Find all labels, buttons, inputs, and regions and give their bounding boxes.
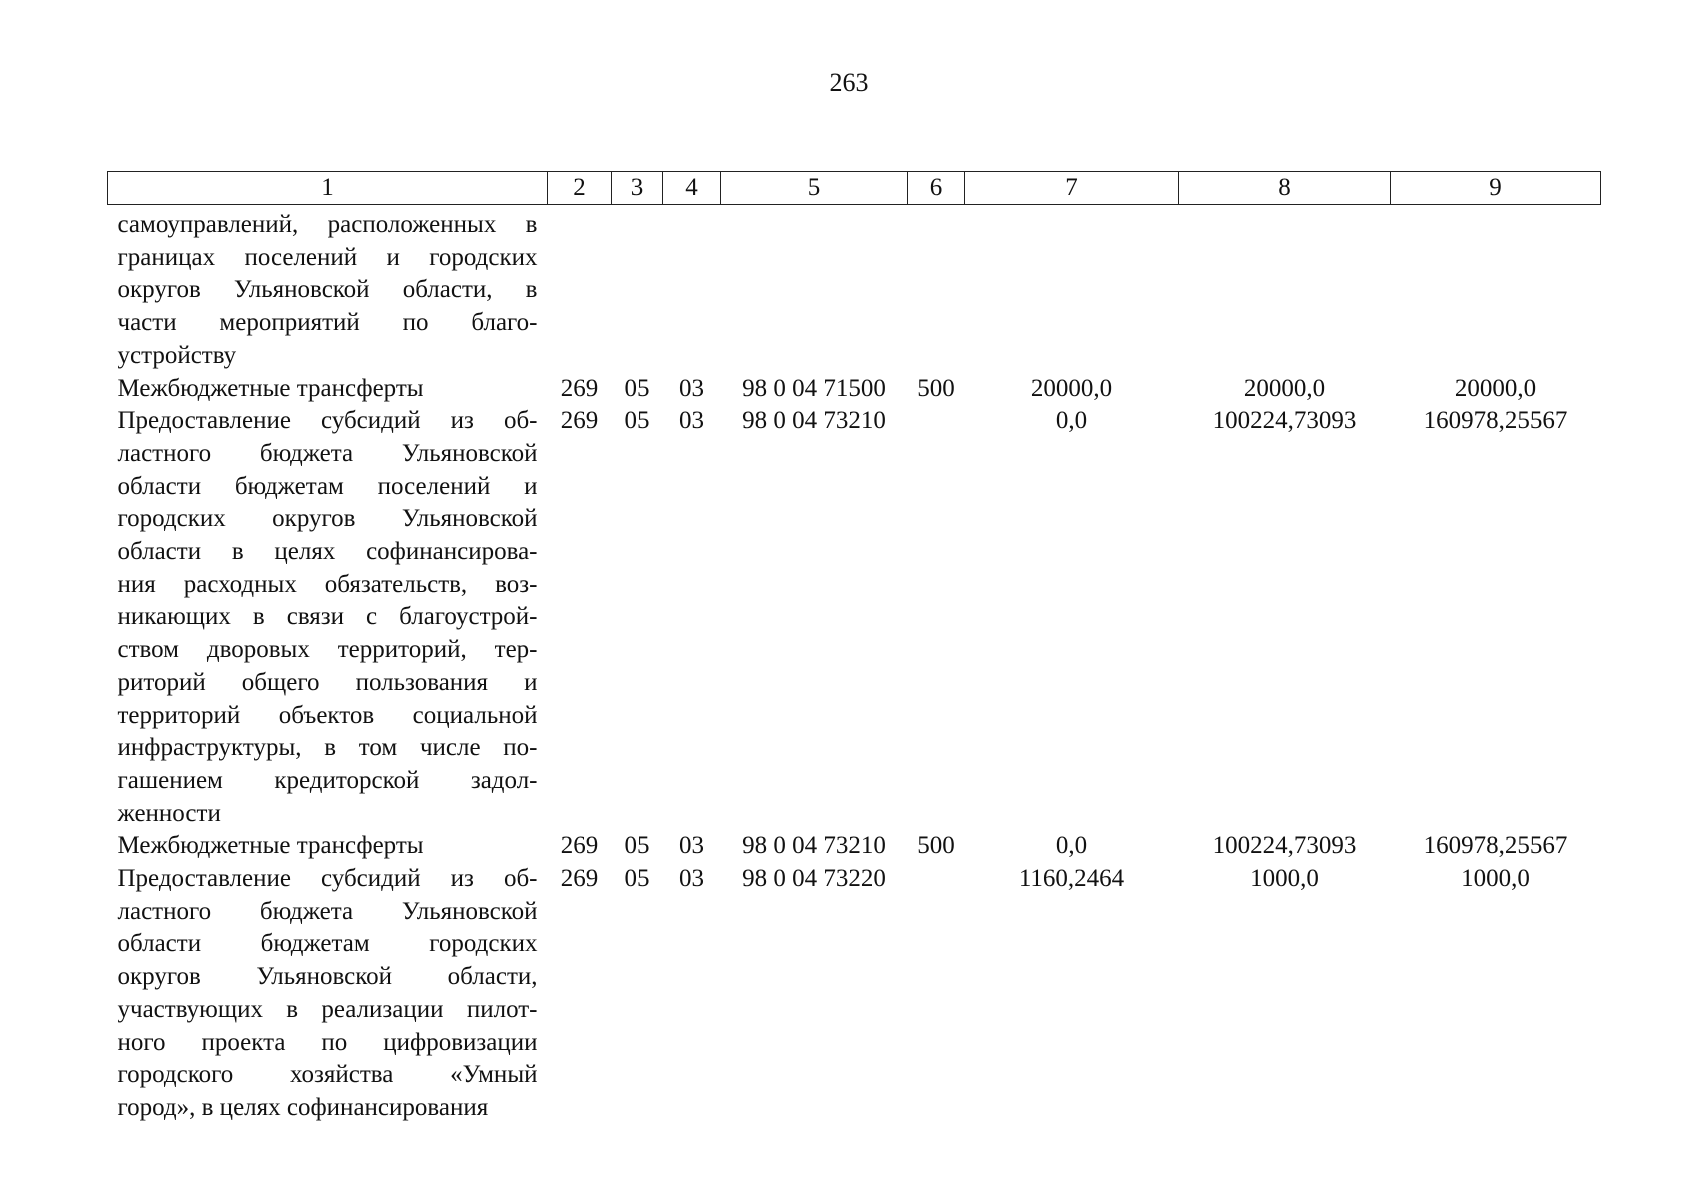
description-line: ния расходных обязательств, воз- [117, 570, 538, 598]
description-line: никающих в связи с благоустрой- [117, 603, 538, 631]
table-row [108, 373, 1601, 406]
column-header-7: 7 [965, 172, 1179, 205]
amount-col-7: 0,0 [1055, 407, 1088, 435]
description-line: Межбюджетные трансферты [117, 374, 424, 402]
code-col-4 [663, 205, 721, 373]
description-line: ластного бюджета Ульяновской [117, 897, 538, 925]
column-header-6: 6 [908, 172, 965, 205]
description-line: ством дворовых территорий, тер- [117, 636, 538, 664]
description-line: инфраструктуры, в том числе по- [117, 734, 538, 762]
code-col-5 [721, 205, 908, 373]
description-line: устройству [117, 341, 237, 369]
code-col-3: 05 [624, 407, 650, 435]
code-col-3: 05 [624, 374, 650, 402]
code-col-6 [908, 863, 965, 1125]
description-line: ного проекта по цифровизации [117, 1028, 538, 1056]
description-line: округов Ульяновской области, [117, 963, 538, 991]
code-col-5: 98 0 04 71500 [742, 374, 886, 402]
amount-col-8: 100224,73093 [1212, 407, 1357, 435]
description-line: городских округов Ульяновской [117, 505, 538, 533]
code-col-6: 500 [917, 374, 955, 402]
code-col-4: 03 [679, 832, 704, 860]
code-col-3 [612, 205, 663, 373]
description-line: ластного бюджета Ульяновской [117, 439, 538, 467]
amount-col-9: 20000,0 [1454, 374, 1537, 402]
header-row [108, 172, 1601, 205]
table-row [108, 863, 1601, 1125]
table-header [108, 172, 1601, 205]
column-header-4: 4 [663, 172, 721, 205]
column-header-8: 8 [1179, 172, 1391, 205]
row-description [108, 405, 548, 830]
row-description [108, 863, 548, 1125]
column-header-2: 2 [548, 172, 612, 205]
description-line: городского хозяйства «Умный [117, 1061, 538, 1089]
code-col-4: 03 [679, 865, 704, 893]
description-line: женности [117, 799, 221, 827]
amount-col-7 [965, 205, 1179, 373]
description-line: области в целях софинансирова- [117, 538, 538, 566]
description-line: риторий общего пользования и [117, 668, 538, 696]
column-header-5: 5 [721, 172, 908, 205]
description-line: округов Ульяновской области, в [117, 276, 538, 304]
description-line: гашением кредиторской задол- [117, 766, 538, 794]
amount-col-9: 160978,25567 [1423, 407, 1568, 435]
amount-col-9: 1000,0 [1461, 865, 1530, 893]
code-col-2 [548, 205, 612, 373]
code-col-6: 500 [917, 832, 955, 860]
code-col-2: 269 [560, 407, 599, 435]
code-col-2: 269 [560, 865, 599, 893]
code-col-2: 269 [560, 374, 599, 402]
amount-col-8 [1179, 205, 1391, 373]
amount-col-7: 1160,2464 [1018, 865, 1125, 893]
budget-table [107, 171, 1601, 1125]
description-line: территорий объектов социальной [117, 701, 538, 729]
description-line: город», в целях софинансирования [117, 1093, 489, 1121]
code-col-6 [908, 405, 965, 830]
table-row [108, 405, 1601, 830]
code-col-5: 98 0 04 73210 [742, 832, 886, 860]
description-line: части мероприятий по благо- [117, 309, 538, 337]
amount-col-7: 0,0 [1055, 832, 1088, 860]
amount-col-8: 100224,73093 [1212, 832, 1357, 860]
code-col-4: 03 [679, 374, 704, 402]
description-line: самоуправлений, расположенных в [117, 211, 538, 238]
column-header-1: 1 [108, 172, 548, 205]
amount-col-8: 1000,0 [1250, 865, 1319, 893]
description-line: Межбюджетные трансферты [117, 832, 424, 860]
code-col-4: 03 [679, 407, 704, 435]
code-col-5: 98 0 04 73210 [742, 407, 886, 435]
code-col-6 [908, 205, 965, 373]
description-line: границах поселений и городских [117, 243, 538, 271]
description-line: участвующих в реализации пилот- [117, 995, 538, 1023]
code-col-2: 269 [560, 832, 599, 860]
code-col-5: 98 0 04 73220 [742, 865, 886, 893]
description-line: Предоставление субсидий из об- [117, 865, 538, 893]
amount-col-9 [1391, 205, 1601, 373]
table-row [108, 205, 1601, 373]
description-line: Предоставление субсидий из об- [117, 407, 538, 435]
amount-col-7: 20000,0 [1030, 374, 1113, 402]
row-description [108, 373, 548, 406]
page-number: 263 [829, 68, 869, 97]
row-description [108, 205, 548, 373]
row-description [108, 830, 548, 863]
description-line: области бюджетам поселений и [117, 472, 538, 500]
column-header-9: 9 [1391, 172, 1601, 205]
column-header-3: 3 [612, 172, 663, 205]
amount-col-8: 20000,0 [1243, 374, 1326, 402]
amount-col-9: 160978,25567 [1423, 832, 1568, 860]
code-col-3: 05 [624, 832, 650, 860]
description-line: области бюджетам городских [117, 930, 538, 958]
table-row [108, 830, 1601, 863]
table-body [108, 205, 1601, 1125]
code-col-3: 05 [624, 865, 650, 893]
